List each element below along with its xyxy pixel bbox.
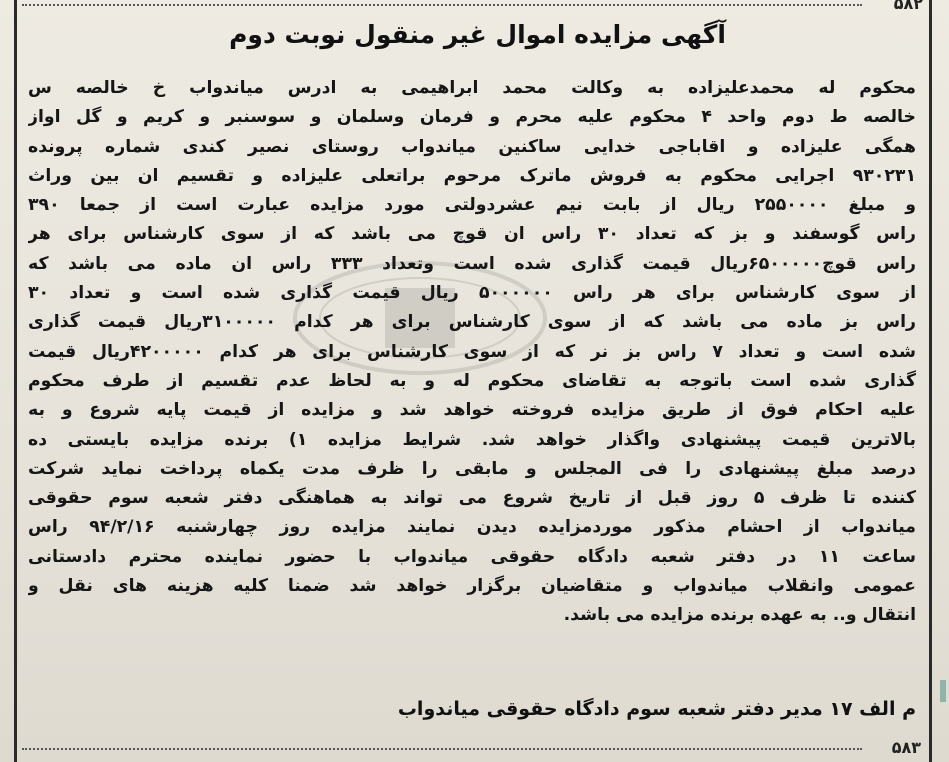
body-line: علیه احکام فوق از طریق مزایده فروخته خواهد شد و مزایده از قیمت پایه شروع و به [28,400,916,421]
ad-signature: م الف ۱۷ مدیر دفتر شعبه سوم دادگاه حقوقی میاندواب [397,698,916,720]
left-column-rule [14,0,17,762]
body-line: و مبلغ ۲۵۵۰۰۰۰ ریال از بابت نیم عشردولتی مورد مزایده عبارت است از جمعا ۳۹۰ [28,195,916,216]
body-line: کننده تا ظرف ۵ روز قبل از تاریخ شروع می تواند به هماهنگی دفتر شعبه سوم حقوقی [28,488,916,509]
body-line: عمومی وانقلاب میاندواب و متقاضیان برگزار خواهد شد ضمنا کلیه هزینه های نقل و [28,576,916,597]
body-line: محکوم له محمدعلیزاده به وکالت محمد ابراهیمی به ادرس میاندواب خ خالصه س [28,78,916,98]
edge-mark [940,680,946,702]
body-line: ساعت ۱۱ در دفتر شعبه دادگاه حقوقی میاندواب با حضور نماینده محترم دادستانی [28,546,916,567]
body-line: میاندواب از احشام مذکور موردمزایده دیدن نمایند مزایده روز چهارشنبه ۹۴/۲/۱۶ راس [28,517,916,538]
body-line: گذاری شده است باتوجه به تقاضای محکوم له و به لحاظ عدم تقسیم از طرف محکوم [28,370,916,391]
bottom-dotted-separator [22,748,862,760]
top-dotted-separator [22,4,862,16]
ad-body [28,74,916,631]
body-line: از سوی کارشناس برای هر راس ۵۰۰۰۰۰۰ ریال قیمت گذاری شده است و تعداد ۳۰ [28,283,916,304]
right-column-rule [929,0,932,762]
body-line: شده است و تعداد ۷ راس بز نر که از سوی کارشناس برای هر کدام ۴۲۰۰۰۰۰ریال قیمت [28,341,916,362]
body-line: ۹۳۰۲۳۱ اجرایی محکوم به فروش ماترک مرحوم براتعلی علیزاده و تقسیم ان بین وراث [28,165,916,186]
next-ad-number: ۵۸۳ [891,738,921,757]
body-line: راس بز ماده می باشد که از سوی کارشناس برای هر کدام ۳۱۰۰۰۰۰ریال قیمت گذاری [28,312,916,333]
body-line: بالاترین قیمت پیشنهادی واگذار خواهد شد. شرایط مزایده ۱) برنده مزایده بایستی ده [28,429,916,450]
body-line: خالصه ط دوم واحد ۴ محکوم علیه محرم و فرمان وسلمان و سوسنبر و کریم و گل اواز [28,107,916,128]
body-line: انتقال و.. به عهده برنده مزایده می باشد. [563,605,916,626]
body-line: راس گوسفند و بز که تعداد ۳۰ راس ان قوچ می باشد که از سوی کارشناس برای هر [28,224,916,245]
body-line: راس قوچ۶۵۰۰۰۰۰ریال قیمت گذاری شده است وتعداد ۳۳۳ راس ان ماده می باشد که [28,253,916,274]
body-line: درصد مبلغ پیشنهادی را فی المجلس و مابقی را ظرف مدت یکماه پرداخت نماید شرکت [28,458,916,479]
body-line: همگی علیزاده و اقاباجی خدایی ساکنین میاندواب روستای نصیر کندی شماره پرونده [28,136,916,157]
ad-title: آگهی مزایده اموال غیر منقول نوبت دوم [229,20,726,49]
previous-ad-number: ۵۸۲ [893,0,923,13]
